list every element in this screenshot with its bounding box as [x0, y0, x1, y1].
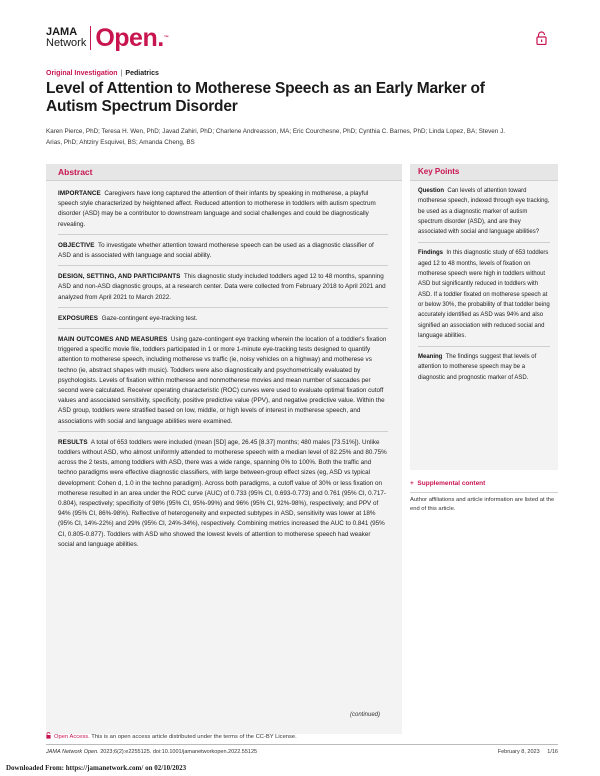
section-label: RESULTS: [58, 438, 88, 446]
abstract-exposures: [58, 314, 388, 328]
footer-doi: 2023;6(2):e2255125. doi:10.1001/jamanetworkopen.2022.55125: [100, 749, 258, 755]
section-label: EXPOSURES: [58, 314, 99, 322]
supplemental-content-link[interactable]: [410, 480, 485, 487]
logo-divider: [90, 26, 91, 50]
divider: [58, 234, 388, 235]
logo-text: [46, 27, 86, 49]
key-point-text: Can levels of attention toward motherese speech, indexed through eye tracking, be used as a diagnostic marker of autism spectrum disorder (ASD), and are they associated with social and language abilities?: [418, 188, 550, 236]
abstract-objective: [58, 241, 388, 265]
open-access-label[interactable]: Open Access.: [54, 734, 90, 740]
journal-logo: [46, 24, 168, 52]
divider: [58, 265, 388, 266]
section-label: DESIGN, SETTING, AND PARTICIPANTS: [58, 273, 181, 281]
abstract-design: [58, 272, 388, 307]
section-text: A total of 653 toddlers were included (mean [SD] age, 26.45 [8.37] months; 480 males [73.51%]). Unlike toddlers without ASD, who almost uniformly attended to motherese speech with a median level of 82.25% and 80.75% across the 2 tests, among toddlers with ASD, there was a wide range, spanning 0% to 100%. Both the traffic and techno paradigms were effective diagnostic classifiers, with large between-group effect sizes (eg, ASD vs typical development: Cohen d, 1.0 in the techno paradigm). Across both paradigms, a cutoff value of 30% or less fixation on motherese resulted in an area under the ROC curve (AUC) of 0.733 (95% CI, 0.693-0.773) and 0.761 (95% CI, 0.717-0.804), respectively; specificity of 98% (95% CI, 95%-99%) and 96% (95% CI, 92%-98%), respectively; and PPV of 94% (95% CI, 86%-98%). Reflective of heterogeneity and expected subtypes in ASD, sensitivity was lower at 18% (95% CI, 14%-22%) and 29% (95% CI, 24%-34%), respectively. Combining metrics increased the AUC to 0.841 (95% CI, 0.805-0.877). Toddlers with ASD who showed the lowest levels of attention to motherese speech had weaker social and language abilities.: [58, 438, 387, 548]
section-text: This diagnostic study included toddlers aged 12 to 48 months, spanning ASD and non-ASD diagnostic groups, at a research center. Data were collected from February 2018 to April 2021 and analyzed from April 2021 to March 2022.: [58, 273, 386, 301]
section-text: Using gaze-contingent eye tracking wherein the location of a toddler's fixation triggered a specific movie file, toddlers participated in 1 or more 1-minute eye-tracking tests designed to quantify attention to motherese speech, including motherese vs traffic (ie, noisy vehicles on a highway) and motherese vs techno (ie, abstract shapes with music). Toddlers were also diagnostically and psychometrically evaluated by psychologists. Levels of fixation within motherese and nonmotherese movies and mean number of saccades per second were calculated. Receiver operating characteristic (ROC) curves were used to evaluate optimal fixation cutoff values and associated sensitivity, specificity, positive predictive value (PPV), and negative predictive value. Within the ASD group, toddlers were stratified based on low, middle, or high levels of interest in motherese speech, and associations with social and language abilities were examined.: [58, 336, 387, 425]
logo-trademark: ™: [163, 35, 169, 41]
footer-date-page: [470, 749, 558, 755]
affiliations-note: Author affiliations and article information are listed at the end of this article.: [410, 497, 555, 512]
continued-note: (continued): [350, 712, 381, 718]
footer-citation: [46, 749, 257, 755]
author-list: Karen Pierce, PhD; Teresa H. Wen, PhD; Javad Zahiri, PhD; Charlene Andreasson, MA; Eric Courchesne, PhD; Cynthia C. Barnes, PhD; Linda Lopez, BA; Steven J. Arias, PhD; Ahtziry Esquivel, BS; Amanda Cheng, BS: [46, 128, 505, 146]
logo-line-jama: JAMA: [46, 26, 78, 38]
article-category: [46, 70, 159, 77]
key-points-heading: Key Points: [410, 164, 558, 181]
section-text: Gaze-contingent eye-tracking test.: [101, 314, 198, 322]
divider: [418, 346, 550, 347]
open-access-icon: [46, 732, 51, 739]
footer-divider: [46, 744, 558, 745]
divider: [418, 242, 550, 243]
section-text: To investigate whether attention toward motherese speech can be used as a diagnostic classifier of ASD and is associated with language and social ability.: [58, 241, 374, 260]
key-point-findings: [418, 248, 550, 341]
abstract-importance: [58, 189, 388, 234]
key-point-label: Meaning: [418, 354, 443, 361]
category-separator: |: [120, 70, 123, 77]
abstract-outcomes: [58, 335, 388, 431]
logo-line-network: Network: [46, 37, 87, 49]
key-point-text: In this diagnostic study of 653 toddlers aged 12 to 48 months, levels of fixation on motherese speech were high in toddlers without ASD but significantly reduced in toddlers with ASD. If a toddler fixated on motherese speech at or below 30%, the probability of that toddler being accurately identified as ASD was 94% and also signified an association with reduced social and language abilities.: [418, 250, 550, 339]
divider: [58, 307, 388, 308]
abstract-panel: [46, 164, 402, 734]
section-text: Caregivers have long captured the attention of their infants by speaking in motherese, a playful speech style characterized by heightened affect. Reduced attention to motherese in toddlers with autism spectrum disorder (ASD) may be a contributor to downstream language and social challenges and could be diagnostically revealing.: [58, 190, 376, 228]
logo-open: [95, 25, 168, 51]
subcategory-label[interactable]: Pediatrics: [125, 70, 159, 77]
key-point-meaning: [418, 352, 550, 383]
abstract-body: [46, 181, 402, 554]
section-label: IMPORTANCE: [58, 190, 101, 197]
key-point-label: Question: [418, 188, 445, 194]
footer-journal: JAMA Network Open.: [46, 749, 99, 755]
footer-date: February 8, 2023: [497, 749, 540, 755]
section-label: OBJECTIVE: [58, 241, 95, 249]
logo-open-text: Open.: [95, 24, 164, 52]
abstract-results: [58, 438, 388, 554]
divider: [410, 492, 558, 493]
key-point-label: Findings: [418, 250, 443, 257]
key-point-question: [418, 186, 550, 237]
footer-page: 1/16: [547, 749, 558, 755]
article-title: Level of Attention to Motherese Speech as an Early Marker of Autism Spectrum Disorder: [46, 80, 485, 115]
open-access-text: This is an open access article distributed under the terms of the CC-BY License.: [91, 734, 297, 740]
category-label[interactable]: Original Investigation: [46, 70, 118, 77]
divider: [58, 431, 388, 432]
key-points-panel: [410, 164, 558, 470]
supplemental-label: Supplemental content: [417, 480, 486, 487]
section-label: MAIN OUTCOMES AND MEASURES: [58, 336, 168, 344]
open-access-statement: [46, 732, 297, 740]
key-points-body: [410, 181, 558, 383]
divider: [58, 328, 388, 329]
abstract-heading: Abstract: [46, 164, 402, 181]
download-stamp: Downloaded From: https://jamanetwork.com/ on 02/10/2023: [6, 764, 187, 772]
plus-icon: +: [410, 480, 414, 487]
key-point-text: The findings suggest that levels of attention to motherese speech may be a diagnostic and prognostic marker of ASD.: [418, 354, 537, 381]
open-access-lock-icon: [536, 31, 547, 45]
